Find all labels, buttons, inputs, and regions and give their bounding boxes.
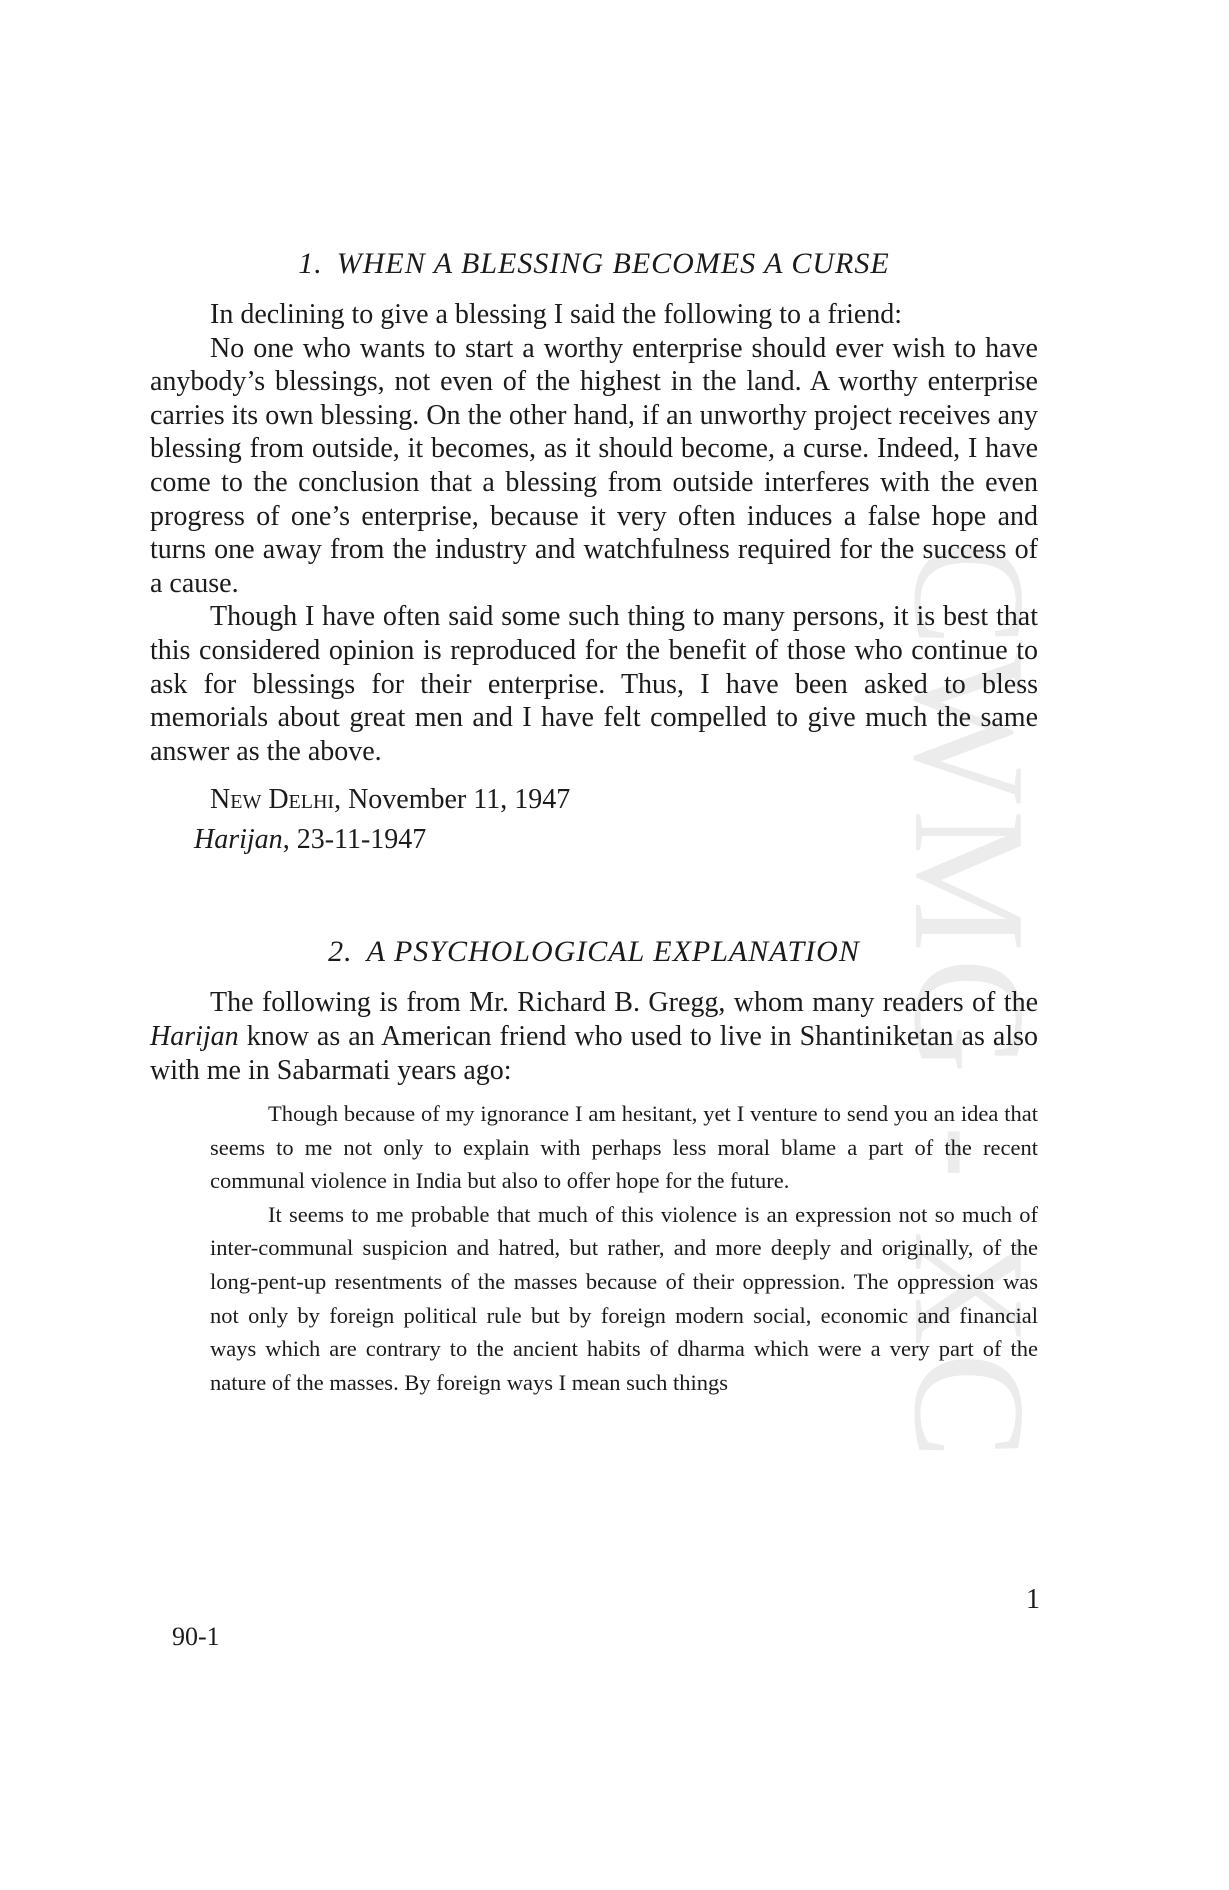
section-1-paragraph-1: In declining to give a blessing I said the following to a friend: bbox=[210, 299, 903, 330]
section-2-heading: A PSYCHOLOGICAL EXPLANATION bbox=[366, 935, 860, 969]
section-1-paragraph-3: Though I have often said some such thing to many persons, it is best that this considered opinion is reproduced for the benefit of those who continue to ask for blessings for their enterprise. Thus, I have been asked to bless memorials about great men and I have felt compelled to give much the same answer as the above. bbox=[150, 601, 1038, 767]
section-1-heading: WHEN A BLESSING BECOMES A CURSE bbox=[336, 247, 890, 280]
source-line bbox=[150, 820, 1038, 860]
section-2-intro bbox=[150, 986, 1038, 1087]
quote-paragraph-1: Though because of my ignorance I am hesitant, yet I venture to send you an idea that seems to me not only to explain with perhaps less moral blame a part of the recent communal violence in India but also to offer hope for the future. bbox=[210, 1101, 1038, 1194]
section-2-intro-italic: Harijan bbox=[150, 1020, 239, 1052]
dateline bbox=[150, 780, 1038, 820]
source-date: , 23-11-1947 bbox=[282, 824, 427, 856]
page-body bbox=[150, 246, 1038, 1399]
source-title: Harijan bbox=[194, 824, 283, 856]
section-1-paragraph-2: No one who wants to start a worthy enterprise should ever wish to have anybody’s blessings, not even of the highest in the land. A worthy enterprise carries its own blessing. On the other hand, if an unworthy project receives any blessing from outside, it becomes, as it should become, a curse. Indeed, I have come to the conclusion that a blessing from outside interferes with the even progress of one’s enterprise, because it very often induces a false hope and turns one away from the industry and watchfulness required for the success of a cause. bbox=[150, 332, 1038, 599]
page-code: 90-1 bbox=[172, 1622, 220, 1651]
page-number: 1 bbox=[1026, 1584, 1040, 1615]
section-2-title bbox=[150, 934, 1038, 970]
section-2-intro-end: know as an American friend who used to live in Shantiniketan as also with me in Sabarmati years ago: bbox=[150, 1020, 1038, 1086]
dateline-place: New Delhi bbox=[210, 784, 335, 816]
section-1-title bbox=[150, 246, 1038, 282]
section-2-intro-start: The following is from Mr. Richard B. Gregg, whom many readers of the bbox=[210, 987, 1038, 1019]
section-2-number: 2. bbox=[328, 935, 353, 969]
section-1-number: 1. bbox=[298, 247, 323, 280]
watermark: CWMG - XC bbox=[881, 540, 1059, 1466]
dateline-date: , November 11, 1947 bbox=[334, 784, 571, 816]
quote-block bbox=[210, 1097, 1038, 1399]
section-1-signature bbox=[150, 780, 1038, 860]
quote-paragraph-2: It seems to me probable that much of this violence is an expression not so much of inter-communal suspicion and hatred, but rather, and more deeply and originally, of the long-pent-up resentments of the masses because of their oppression. The oppression was not only by foreign political rule but by foreign modern social, economic and financial ways which are contrary to the ancient habits of dharma which were a very part of the nature of the masses. By foreign ways I mean such things bbox=[210, 1201, 1038, 1395]
